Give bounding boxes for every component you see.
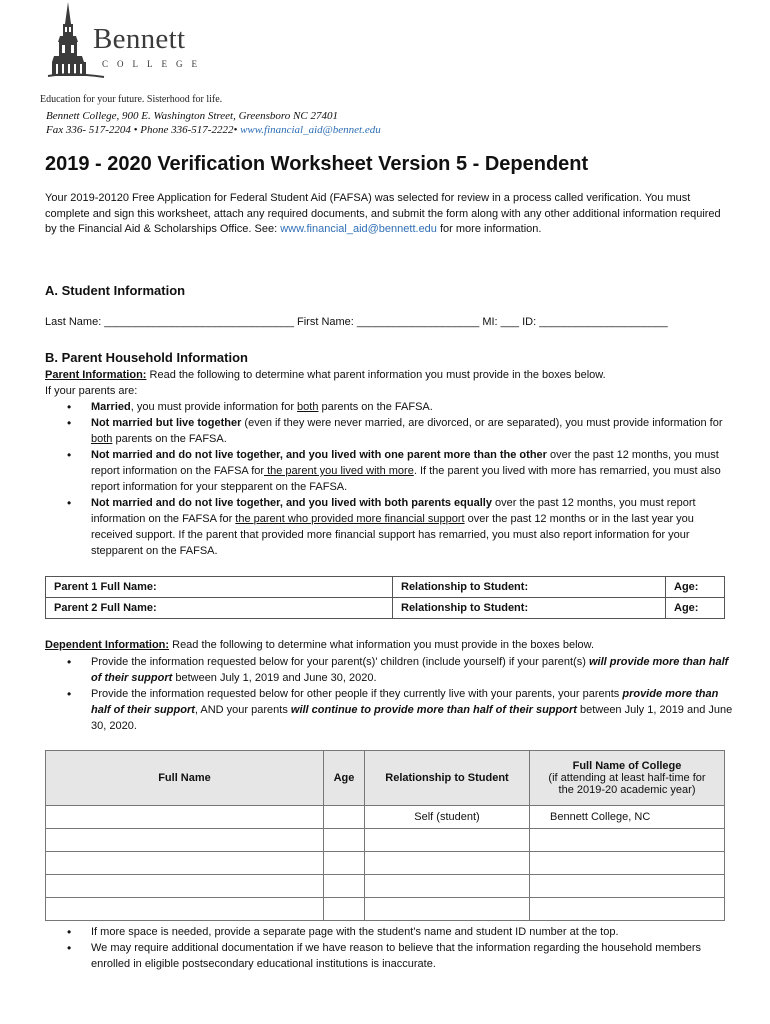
rule-text: , AND your parents bbox=[194, 703, 291, 716]
header-college bbox=[530, 751, 725, 806]
header-college-note: (if attending at least half-time for bbox=[548, 772, 706, 784]
header-full-name: Full Name bbox=[46, 751, 324, 806]
parent2-name-cell[interactable]: Parent 2 Full Name: bbox=[46, 598, 393, 619]
age-cell[interactable] bbox=[324, 806, 365, 829]
college-cell[interactable]: Bennett College, NC bbox=[530, 806, 725, 829]
logo-name: Bennett bbox=[93, 23, 186, 55]
section-b-heading: B. Parent Household Information bbox=[45, 350, 248, 365]
logo-college: COLLEGE bbox=[102, 59, 206, 69]
tagline: Education for your future. Sisterhood for life. bbox=[40, 94, 223, 105]
header-college-title: Full Name of College bbox=[572, 760, 682, 772]
table-row bbox=[46, 829, 725, 852]
parent-rules-list bbox=[45, 399, 735, 559]
name-cell[interactable] bbox=[46, 806, 324, 829]
college-cell[interactable] bbox=[530, 875, 725, 898]
list-item bbox=[45, 686, 735, 734]
name-cell[interactable] bbox=[46, 875, 324, 898]
list-item bbox=[45, 447, 735, 495]
rule-text: between July 1, 2019 and June 30, 2020. bbox=[91, 703, 733, 732]
relationship-cell[interactable] bbox=[365, 875, 530, 898]
last-name-field[interactable]: Last Name: _______________________________ bbox=[45, 316, 294, 328]
dependent-rules-list bbox=[45, 654, 735, 734]
rule-text: Provide the information requested below for your parent(s)' children (include yourself) if your parent(s) bbox=[91, 655, 589, 668]
parent-info-label: Parent Information: bbox=[45, 369, 147, 381]
rule-bold-italic: provide more than half of their support bbox=[91, 687, 719, 716]
header-college-year: the 2019-20 academic year) bbox=[558, 784, 696, 796]
parent-info-intro bbox=[45, 368, 735, 384]
rule-text: , you must provide information for bbox=[130, 401, 298, 413]
age-cell[interactable] bbox=[324, 898, 365, 921]
table-header-row bbox=[46, 751, 725, 806]
contact-line bbox=[46, 123, 381, 137]
address-block bbox=[46, 109, 381, 137]
rule-bold: Not married and do not live together, and you lived with both parents equally bbox=[91, 497, 492, 509]
address-line: Bennett College, 900 E. Washington Street, Greensboro NC 27401 bbox=[46, 110, 338, 122]
table-row bbox=[46, 852, 725, 875]
dependent-intro bbox=[45, 638, 735, 654]
table-row bbox=[46, 898, 725, 921]
parent2-age-cell[interactable]: Age: bbox=[666, 598, 725, 619]
intro-email-link[interactable]: www.financial_aid@bennett.edu bbox=[280, 223, 437, 235]
section-a-heading: A. Student Information bbox=[45, 283, 186, 298]
list-item bbox=[45, 415, 735, 447]
household-table bbox=[45, 750, 725, 921]
age-cell[interactable] bbox=[324, 829, 365, 852]
rule-text: over the past 12 months, you must report information on the FAFSA for bbox=[91, 449, 719, 477]
if-parents-text: If your parents are: bbox=[45, 384, 138, 397]
table-row bbox=[46, 598, 725, 619]
email-link[interactable]: www.financial_aid@bennet.edu bbox=[240, 124, 381, 136]
relationship-cell[interactable] bbox=[365, 852, 530, 875]
parent-info-block bbox=[45, 368, 735, 559]
rule-bold: Not married and do not live together, and you lived with one parent more than the other bbox=[91, 449, 547, 461]
footer-notes bbox=[45, 924, 735, 972]
table-row bbox=[46, 806, 725, 829]
dependent-text: Read the following to determine what information you must provide in the boxes below. bbox=[169, 639, 595, 651]
parent1-name-cell[interactable]: Parent 1 Full Name: bbox=[46, 577, 393, 598]
rule-underline: the parent who provided more financial support bbox=[235, 513, 465, 525]
intro-suffix: for more information. bbox=[436, 223, 542, 235]
student-info-line bbox=[45, 316, 668, 328]
parent1-relationship-cell[interactable]: Relationship to Student: bbox=[393, 577, 666, 598]
college-cell[interactable] bbox=[530, 852, 725, 875]
age-cell[interactable] bbox=[324, 852, 365, 875]
rule-underline: both bbox=[297, 401, 319, 413]
footer-list bbox=[45, 924, 735, 972]
college-cell[interactable] bbox=[530, 829, 725, 852]
list-item: • If more space is needed, provide a separate page with the student’s name and student ID number at the top. bbox=[45, 924, 735, 940]
intro-paragraph bbox=[45, 191, 725, 238]
dependent-info-block bbox=[45, 638, 735, 734]
rule-bold: Not married but live together bbox=[91, 417, 242, 429]
college-logo bbox=[46, 2, 216, 82]
relationship-cell[interactable] bbox=[365, 829, 530, 852]
rule-bold-italic: will provide more than half of their support bbox=[91, 655, 729, 684]
first-name-field[interactable]: First Name: ____________________ bbox=[297, 316, 480, 328]
rule-bold-italic: will continue to provide more than half of their support bbox=[290, 703, 577, 716]
list-item bbox=[45, 654, 735, 686]
college-cell[interactable] bbox=[530, 898, 725, 921]
page-title: 2019 - 2020 Verification Worksheet Version 5 - Dependent bbox=[45, 153, 589, 175]
parent-table bbox=[45, 576, 725, 619]
rule-text: parents on the FAFSA. bbox=[318, 401, 433, 413]
rule-text: over the past 12 months or in the last year you received support. If the parent that provided more financial support has remarried, you must also report information for your stepparent on the FAFSA. bbox=[91, 513, 694, 557]
rule-text: Provide the information requested below for other people if they currently live with your parents, your parents bbox=[91, 687, 623, 700]
age-cell[interactable] bbox=[324, 875, 365, 898]
table-row bbox=[46, 875, 725, 898]
rule-text: over the past 12 months, you must report information on the FAFSA for bbox=[91, 497, 696, 525]
relationship-cell[interactable]: Self (student) bbox=[365, 806, 530, 829]
rule-text: between July 1, 2019 and June 30, 2020. bbox=[172, 671, 377, 684]
rule-text: (even if they were never married, are divorced, or are separated), you must provide information for bbox=[241, 417, 723, 429]
parent-info-text: Read the following to determine what parent information you must provide in the boxes below. bbox=[146, 369, 606, 381]
list-item bbox=[45, 495, 735, 559]
rule-underline: both bbox=[91, 433, 113, 445]
table-row bbox=[46, 577, 725, 598]
phone-fax: Fax 336- 517-2204 • Phone 336-517-2222• bbox=[46, 124, 241, 136]
list-item: • We may require additional documentation if we have reason to believe that the information regarding the household members enrolled in eligible postsecondary educational institutions is inaccurate. bbox=[45, 940, 735, 972]
relationship-cell[interactable] bbox=[365, 898, 530, 921]
header-relationship: Relationship to Student bbox=[365, 751, 530, 806]
name-cell[interactable] bbox=[46, 829, 324, 852]
parent2-relationship-cell[interactable]: Relationship to Student: bbox=[393, 598, 666, 619]
name-cell[interactable] bbox=[46, 898, 324, 921]
dependent-label: Dependent Information: bbox=[45, 639, 170, 651]
student-id-field[interactable]: ID: _____________________ bbox=[522, 316, 668, 328]
rule-underline: the parent you lived with more bbox=[264, 465, 414, 477]
rule-bold: Married bbox=[91, 401, 131, 413]
rule-text: parents on the FAFSA. bbox=[112, 433, 227, 445]
mi-field[interactable]: MI: ___ bbox=[482, 316, 520, 328]
list-item bbox=[45, 399, 735, 415]
name-cell[interactable] bbox=[46, 852, 324, 875]
header-age: Age bbox=[324, 751, 365, 806]
parent1-age-cell[interactable]: Age: bbox=[666, 577, 725, 598]
rule-text: . If the parent you lived with more has remarried, you must also report information for your stepparent on the FAFSA. bbox=[91, 465, 721, 493]
intro-text: Your 2019-20120 Free Application for Federal Student Aid (FAFSA) was selected for review in a process called verification. You must complete and sign this worksheet, attach any required documents, and submit the form along with any other additional information required by the Financial Aid & Scholarships Office. See: bbox=[45, 192, 721, 235]
